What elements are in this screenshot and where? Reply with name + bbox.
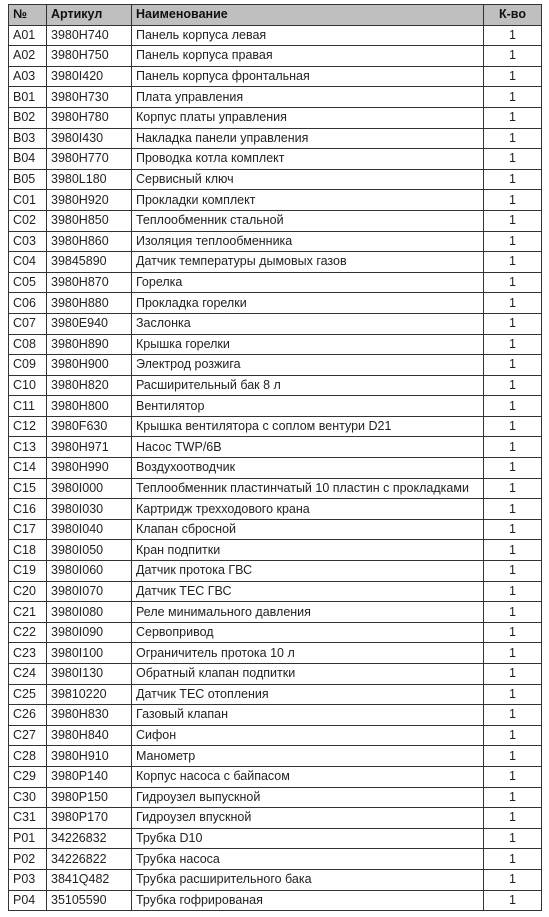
- cell-article: 3980H990: [47, 458, 132, 479]
- cell-name: Насос TWP/6B: [132, 437, 484, 458]
- cell-article: 3980H920: [47, 190, 132, 211]
- cell-qty: 1: [484, 766, 542, 787]
- cell-article: 3980I130: [47, 664, 132, 685]
- cell-qty: 1: [484, 149, 542, 170]
- header-article: Артикул: [47, 5, 132, 26]
- cell-article: 3980H780: [47, 107, 132, 128]
- cell-name: Датчик температуры дымовых газов: [132, 252, 484, 273]
- cell-name: Корпус насоса с байпасом: [132, 766, 484, 787]
- table-row: [9, 664, 542, 685]
- cell-qty: 1: [484, 313, 542, 334]
- cell-no: C10: [9, 375, 47, 396]
- cell-no: B01: [9, 87, 47, 108]
- cell-qty: 1: [484, 66, 542, 87]
- cell-article: 34226832: [47, 828, 132, 849]
- cell-no: C02: [9, 210, 47, 231]
- cell-article: 3980I040: [47, 519, 132, 540]
- cell-no: C29: [9, 766, 47, 787]
- cell-qty: 1: [484, 664, 542, 685]
- cell-name: Кран подпитки: [132, 540, 484, 561]
- table-row: [9, 231, 542, 252]
- cell-article: 3980I100: [47, 643, 132, 664]
- cell-article: 34226822: [47, 849, 132, 870]
- cell-qty: 1: [484, 190, 542, 211]
- table-row: [9, 478, 542, 499]
- cell-name: Панель корпуса левая: [132, 25, 484, 46]
- table-row: [9, 849, 542, 870]
- cell-name: Трубка D10: [132, 828, 484, 849]
- cell-no: C24: [9, 664, 47, 685]
- cell-article: 39810220: [47, 684, 132, 705]
- cell-no: B03: [9, 128, 47, 149]
- cell-no: C31: [9, 808, 47, 829]
- cell-name: Трубка насоса: [132, 849, 484, 870]
- cell-no: C19: [9, 561, 47, 582]
- table-row: [9, 25, 542, 46]
- cell-name: Ограничитель протока 10 л: [132, 643, 484, 664]
- cell-qty: 1: [484, 808, 542, 829]
- cell-no: A02: [9, 46, 47, 67]
- cell-name: Теплообменник стальной: [132, 210, 484, 231]
- table-row: [9, 561, 542, 582]
- cell-article: 3980I030: [47, 499, 132, 520]
- cell-article: 3980I090: [47, 622, 132, 643]
- cell-article: 3980H890: [47, 334, 132, 355]
- cell-no: C04: [9, 252, 47, 273]
- cell-qty: 1: [484, 561, 542, 582]
- cell-name: Обратный клапан подпитки: [132, 664, 484, 685]
- table-row: [9, 46, 542, 67]
- table-row: [9, 643, 542, 664]
- table-row: [9, 272, 542, 293]
- table-row: [9, 519, 542, 540]
- cell-no: C01: [9, 190, 47, 211]
- table-row: [9, 293, 542, 314]
- cell-article: 35105590: [47, 890, 132, 911]
- cell-name: Крышка горелки: [132, 334, 484, 355]
- header-no: №: [9, 5, 47, 26]
- cell-qty: 1: [484, 107, 542, 128]
- table-row: [9, 169, 542, 190]
- cell-name: Датчик протока ГВС: [132, 561, 484, 582]
- cell-no: C20: [9, 581, 47, 602]
- table-row: [9, 375, 542, 396]
- cell-qty: 1: [484, 890, 542, 911]
- table-row: [9, 725, 542, 746]
- table-row: [9, 313, 542, 334]
- table-row: [9, 622, 542, 643]
- cell-name: Трубка гофрированая: [132, 890, 484, 911]
- cell-qty: 1: [484, 272, 542, 293]
- header-name: Наименование: [132, 5, 484, 26]
- cell-no: C05: [9, 272, 47, 293]
- cell-no: C28: [9, 746, 47, 767]
- cell-no: C06: [9, 293, 47, 314]
- cell-name: Расширительный бак 8 л: [132, 375, 484, 396]
- cell-article: 3980H740: [47, 25, 132, 46]
- cell-name: Плата управления: [132, 87, 484, 108]
- cell-name: Электрод розжига: [132, 355, 484, 376]
- cell-article: 3980F630: [47, 416, 132, 437]
- cell-no: A01: [9, 25, 47, 46]
- cell-name: Проводка котла комплект: [132, 149, 484, 170]
- cell-article: 3980E940: [47, 313, 132, 334]
- cell-article: 39845890: [47, 252, 132, 273]
- cell-name: Реле минимального давления: [132, 602, 484, 623]
- table-row: [9, 334, 542, 355]
- cell-no: C17: [9, 519, 47, 540]
- table-row: [9, 766, 542, 787]
- cell-no: B05: [9, 169, 47, 190]
- cell-name: Прокладки комплект: [132, 190, 484, 211]
- cell-qty: 1: [484, 602, 542, 623]
- table-row: [9, 828, 542, 849]
- table-row: [9, 437, 542, 458]
- cell-no: C30: [9, 787, 47, 808]
- cell-no: C09: [9, 355, 47, 376]
- cell-qty: 1: [484, 25, 542, 46]
- cell-name: Датчик ТЕС ГВС: [132, 581, 484, 602]
- table-row: [9, 87, 542, 108]
- cell-no: A03: [9, 66, 47, 87]
- cell-no: P03: [9, 869, 47, 890]
- cell-no: C15: [9, 478, 47, 499]
- cell-no: C18: [9, 540, 47, 561]
- cell-no: C22: [9, 622, 47, 643]
- cell-article: 3980H910: [47, 746, 132, 767]
- cell-no: C11: [9, 396, 47, 417]
- cell-no: C23: [9, 643, 47, 664]
- table-row: [9, 684, 542, 705]
- table-row: [9, 705, 542, 726]
- cell-name: Манометр: [132, 746, 484, 767]
- cell-qty: 1: [484, 643, 542, 664]
- cell-qty: 1: [484, 684, 542, 705]
- cell-article: 3980H730: [47, 87, 132, 108]
- cell-article: 3980H870: [47, 272, 132, 293]
- header-qty: К-во: [484, 5, 542, 26]
- cell-name: Вентилятор: [132, 396, 484, 417]
- table-row: [9, 107, 542, 128]
- table-row: [9, 416, 542, 437]
- header-row: [9, 5, 542, 26]
- cell-name: Воздухоотводчик: [132, 458, 484, 479]
- table-row: [9, 210, 542, 231]
- cell-qty: 1: [484, 540, 542, 561]
- cell-no: C07: [9, 313, 47, 334]
- table-row: [9, 746, 542, 767]
- cell-name: Панель корпуса правая: [132, 46, 484, 67]
- table-row: [9, 499, 542, 520]
- cell-article: 3980H860: [47, 231, 132, 252]
- cell-qty: 1: [484, 396, 542, 417]
- cell-name: Теплообменник пластинчатый 10 пластин с прокладками: [132, 478, 484, 499]
- cell-qty: 1: [484, 478, 542, 499]
- cell-qty: 1: [484, 787, 542, 808]
- cell-article: 3980P140: [47, 766, 132, 787]
- table-row: [9, 396, 542, 417]
- cell-qty: 1: [484, 437, 542, 458]
- cell-qty: 1: [484, 169, 542, 190]
- cell-name: Датчик ТЕС отопления: [132, 684, 484, 705]
- cell-article: 3980I060: [47, 561, 132, 582]
- cell-qty: 1: [484, 128, 542, 149]
- cell-article: 3980H840: [47, 725, 132, 746]
- table-row: [9, 252, 542, 273]
- parts-list: [8, 4, 541, 911]
- cell-qty: 1: [484, 231, 542, 252]
- cell-name: Гидроузел выпускной: [132, 787, 484, 808]
- cell-no: C13: [9, 437, 47, 458]
- cell-qty: 1: [484, 849, 542, 870]
- cell-article: 3980I050: [47, 540, 132, 561]
- table-row: [9, 458, 542, 479]
- cell-qty: 1: [484, 293, 542, 314]
- cell-qty: 1: [484, 355, 542, 376]
- cell-article: 3841Q482: [47, 869, 132, 890]
- table-body: [9, 25, 542, 911]
- cell-no: P04: [9, 890, 47, 911]
- cell-article: 3980I080: [47, 602, 132, 623]
- table-row: [9, 540, 542, 561]
- cell-qty: 1: [484, 519, 542, 540]
- cell-no: B02: [9, 107, 47, 128]
- cell-name: Корпус платы управления: [132, 107, 484, 128]
- cell-qty: 1: [484, 725, 542, 746]
- cell-no: C26: [9, 705, 47, 726]
- cell-qty: 1: [484, 334, 542, 355]
- table-row: [9, 890, 542, 911]
- cell-article: 3980H971: [47, 437, 132, 458]
- cell-name: Сифон: [132, 725, 484, 746]
- cell-name: Заслонка: [132, 313, 484, 334]
- cell-article: 3980H770: [47, 149, 132, 170]
- cell-qty: 1: [484, 746, 542, 767]
- cell-qty: 1: [484, 499, 542, 520]
- table-row: [9, 128, 542, 149]
- cell-name: Газовый клапан: [132, 705, 484, 726]
- cell-qty: 1: [484, 46, 542, 67]
- cell-article: 3980H750: [47, 46, 132, 67]
- cell-qty: 1: [484, 622, 542, 643]
- cell-article: 3980I420: [47, 66, 132, 87]
- cell-name: Накладка панели управления: [132, 128, 484, 149]
- table-row: [9, 581, 542, 602]
- cell-name: Панель корпуса фронтальная: [132, 66, 484, 87]
- cell-qty: 1: [484, 458, 542, 479]
- cell-no: C03: [9, 231, 47, 252]
- cell-name: Прокладка горелки: [132, 293, 484, 314]
- table-row: [9, 602, 542, 623]
- cell-article: 3980I070: [47, 581, 132, 602]
- cell-article: 3980P150: [47, 787, 132, 808]
- table-row: [9, 149, 542, 170]
- cell-article: 3980H900: [47, 355, 132, 376]
- cell-qty: 1: [484, 87, 542, 108]
- cell-no: C16: [9, 499, 47, 520]
- cell-no: C08: [9, 334, 47, 355]
- parts-table: [8, 4, 542, 911]
- cell-no: P02: [9, 849, 47, 870]
- cell-no: C25: [9, 684, 47, 705]
- cell-qty: 1: [484, 705, 542, 726]
- table-row: [9, 869, 542, 890]
- cell-article: 3980H850: [47, 210, 132, 231]
- cell-article: 3980H880: [47, 293, 132, 314]
- cell-qty: 1: [484, 581, 542, 602]
- cell-article: 3980I000: [47, 478, 132, 499]
- cell-qty: 1: [484, 375, 542, 396]
- table-row: [9, 190, 542, 211]
- cell-qty: 1: [484, 210, 542, 231]
- cell-qty: 1: [484, 869, 542, 890]
- cell-article: 3980L180: [47, 169, 132, 190]
- cell-name: Крышка вентилятора с соплом вентури D21: [132, 416, 484, 437]
- table-row: [9, 66, 542, 87]
- cell-no: C14: [9, 458, 47, 479]
- cell-qty: 1: [484, 252, 542, 273]
- cell-article: 3980I430: [47, 128, 132, 149]
- cell-name: Сервопривод: [132, 622, 484, 643]
- table-row: [9, 355, 542, 376]
- cell-no: P01: [9, 828, 47, 849]
- cell-name: Изоляция теплообменника: [132, 231, 484, 252]
- cell-name: Трубка расширительного бака: [132, 869, 484, 890]
- table-header: [9, 5, 542, 26]
- cell-article: 3980H830: [47, 705, 132, 726]
- cell-no: C12: [9, 416, 47, 437]
- cell-no: C21: [9, 602, 47, 623]
- cell-qty: 1: [484, 828, 542, 849]
- cell-name: Сервисный ключ: [132, 169, 484, 190]
- cell-name: Картридж трехходового крана: [132, 499, 484, 520]
- cell-name: Гидроузел впускной: [132, 808, 484, 829]
- cell-qty: 1: [484, 416, 542, 437]
- cell-article: 3980P170: [47, 808, 132, 829]
- cell-name: Горелка: [132, 272, 484, 293]
- cell-article: 3980H800: [47, 396, 132, 417]
- cell-no: B04: [9, 149, 47, 170]
- cell-article: 3980H820: [47, 375, 132, 396]
- table-row: [9, 808, 542, 829]
- cell-name: Клапан сбросной: [132, 519, 484, 540]
- cell-no: C27: [9, 725, 47, 746]
- table-row: [9, 787, 542, 808]
